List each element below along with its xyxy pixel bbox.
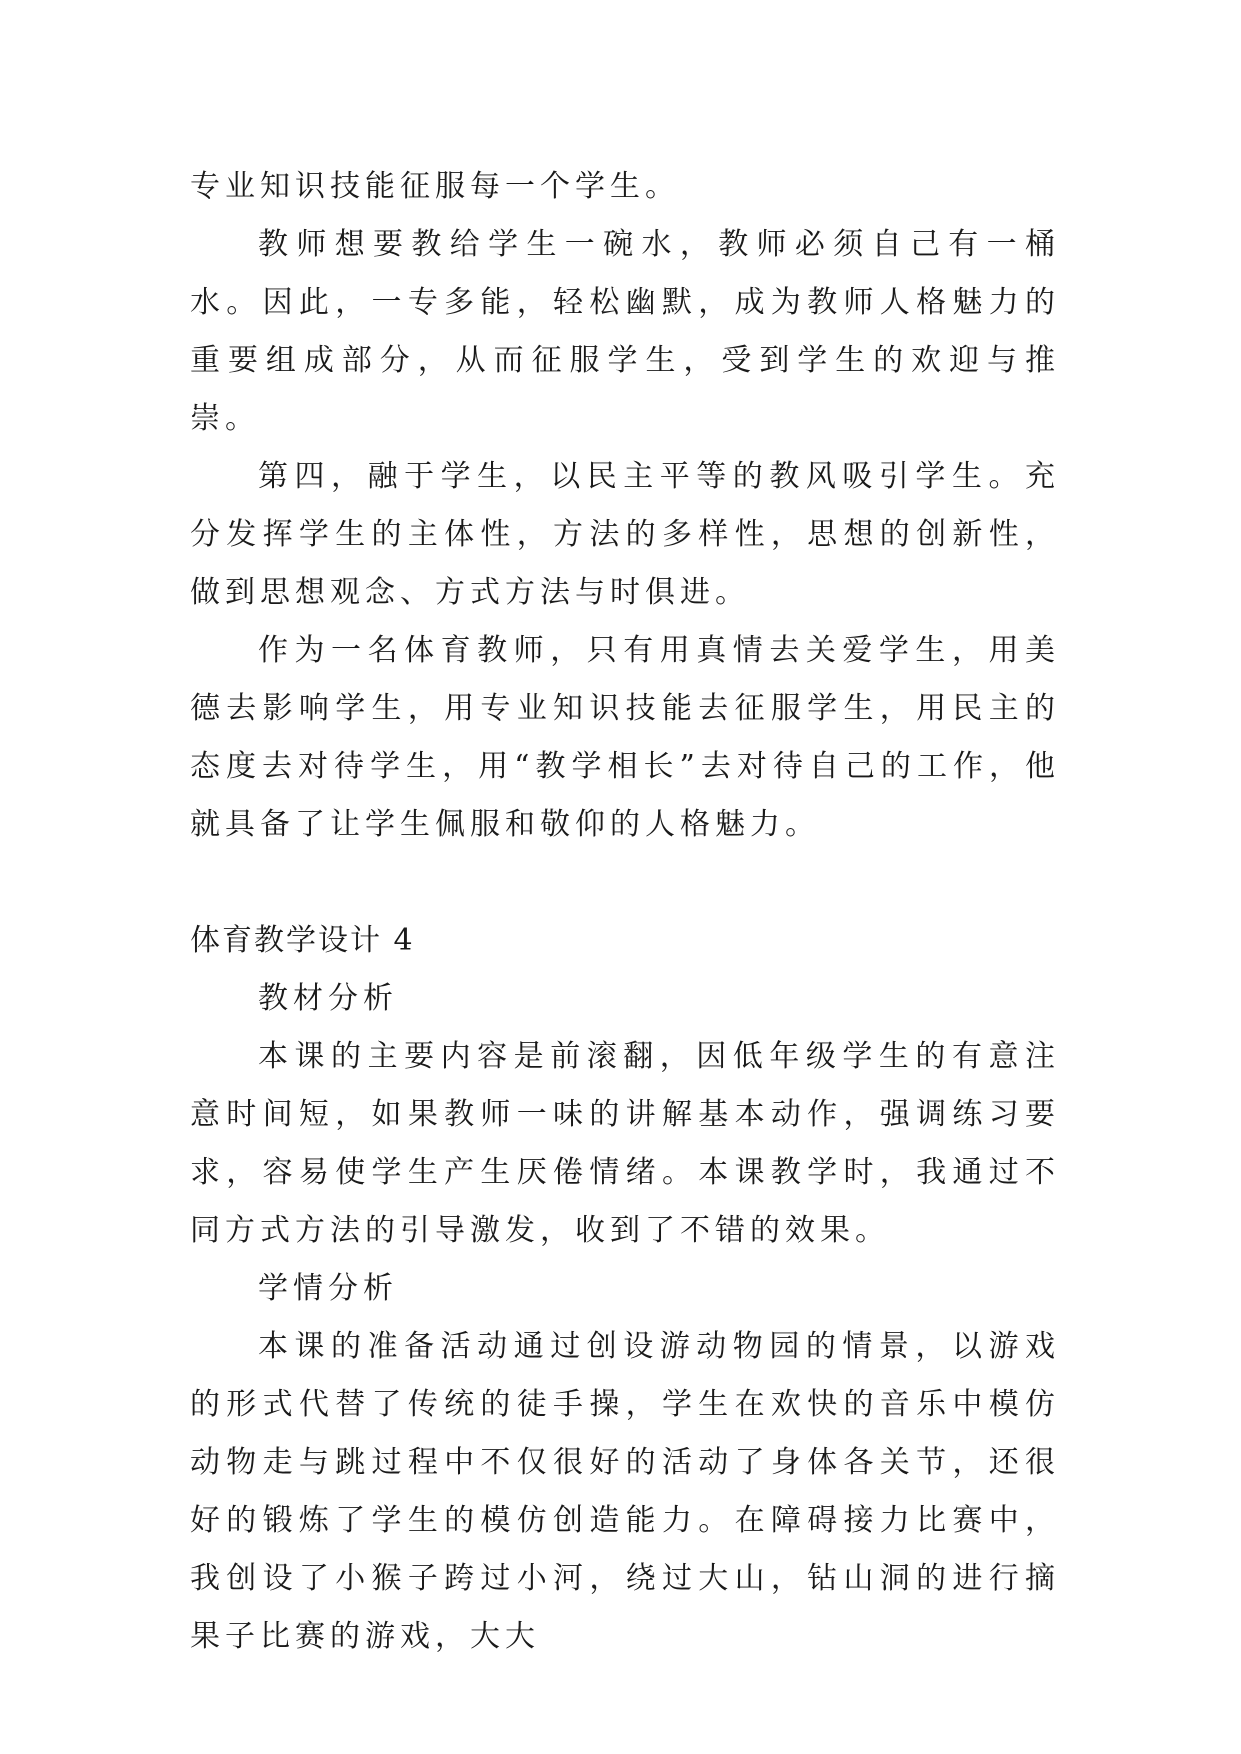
paragraph-conclusion: 作为一名体育教师，只有用真情去关爱学生，用美德去影响学生，用专业知识技能去征服学生，用民主的态度去对待学生，用“教学相长”去对待自己的工作，他就具备了让学生佩服和敬仰的人格魅力。	[190, 633, 1060, 842]
student-analysis-heading: 学情分析	[258, 1271, 398, 1306]
material-analysis-heading: 教材分析	[258, 981, 398, 1016]
document-body	[190, 158, 1060, 1666]
paragraph-continuation: 专业知识技能征服每一个学生。	[190, 169, 680, 204]
material-analysis-text: 本课的主要内容是前滚翻，因低年级学生的有意注意时间短，如果教师一味的讲解基本动作，强调练习要求，容易使学生产生厌倦情绪。本课教学时，我通过不同方式方法的引导激发，收到了不错的效果。	[190, 1039, 1060, 1248]
paragraph-teacher-water: 教师想要教给学生一碗水，教师必须自己有一桶水。因此，一专多能，轻松幽默，成为教师人格魅力的重要组成部分，从而征服学生，受到学生的欢迎与推崇。	[190, 227, 1060, 436]
student-analysis-text: 本课的准备活动通过创设游动物园的情景，以游戏的形式代替了传统的徒手操，学生在欢快的音乐中模仿动物走与跳过程中不仅很好的活动了身体各关节，还很好的锻炼了学生的模仿创造能力。在障碍接力比赛中，我创设了小猴子跨过小河，绕过大山，钻山洞的进行摘果子比赛的游戏，大大	[190, 1329, 1060, 1654]
section-title: 体育教学设计 4	[190, 923, 415, 958]
paragraph-fourth-point: 第四，融于学生，以民主平等的教风吸引学生。充分发挥学生的主体性，方法的多样性，思想的创新性，做到思想观念、方式方法与时俱进。	[190, 459, 1060, 610]
